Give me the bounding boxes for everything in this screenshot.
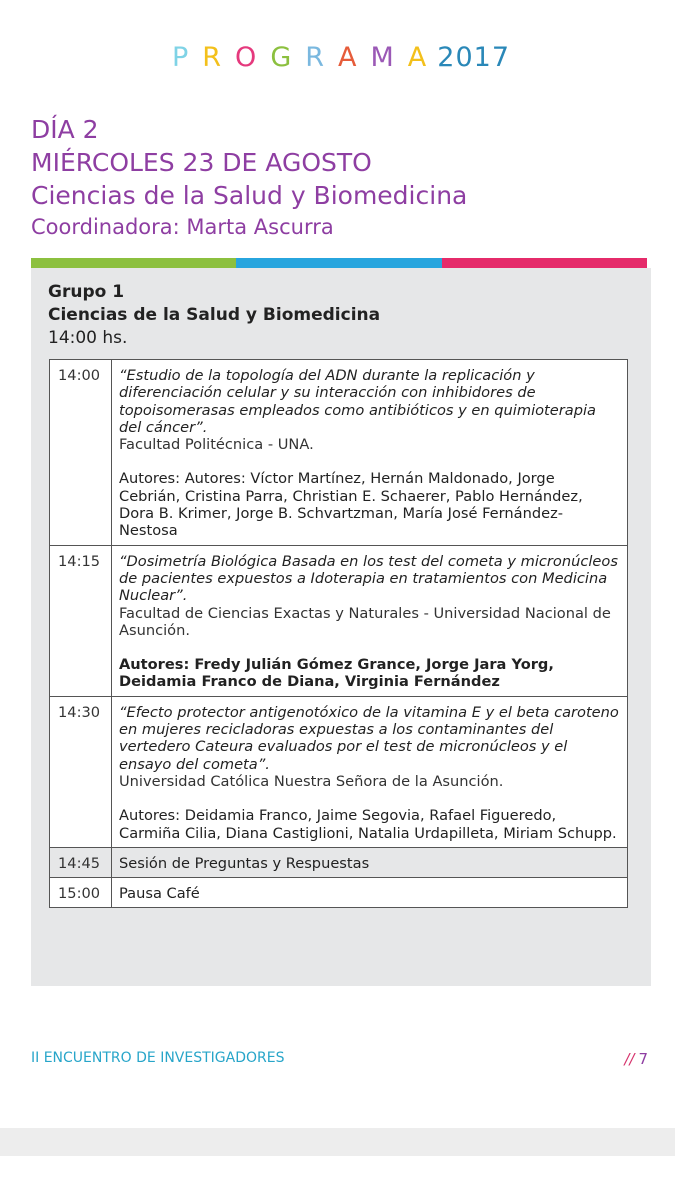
program-letter: P	[171, 42, 189, 73]
row-time: 14:30	[50, 696, 112, 847]
talk-title: “Estudio de la topología del ADN durante la replicación y diferenciación celular y su interacción con inhibidores de topoisomerasas empleados como antibióticos y en quimioterapia del cáncer”.	[119, 367, 596, 436]
talk-authors	[119, 656, 620, 691]
color-bar	[31, 258, 647, 268]
talk-title: “Efecto protector antigenotóxico de la vitamina E y el beta caroteno en mujeres recicladoras expuestas a los contaminantes del vertedero Cateura evaluados por el test de micronúcleos y el ensayo del cometa”.	[119, 703, 619, 773]
row-time: 14:00	[50, 360, 112, 546]
day-topic: Ciencias de la Salud y Biomedicina	[31, 181, 468, 210]
color-bar-green	[31, 258, 236, 268]
day-heading	[31, 113, 467, 242]
row-time: 14:45	[50, 847, 112, 877]
talk-institution: Facultad de Ciencias Exactas y Naturales - Universidad Nacional de Asunción.	[119, 604, 611, 639]
schedule-row	[50, 545, 628, 696]
page-slashes: //	[624, 1050, 635, 1068]
event-name: II ENCUENTRO DE INVESTIGADORES	[31, 1050, 285, 1066]
schedule-row	[50, 878, 628, 908]
group-header	[48, 281, 380, 350]
color-bar-pink	[442, 258, 647, 268]
authors-list: Autores: Víctor Martínez, Hernán Maldonado, Jorge Cebrián, Cristina Parra, Christian E. Schaerer, Pablo Hernández, Dora B. Krimer, Jorge B. Schvartzman, María José Fernández-Nestosa	[119, 470, 583, 540]
row-time: 15:00	[50, 878, 112, 908]
row-content	[112, 360, 628, 546]
schedule-row	[50, 847, 628, 877]
day-date: MIÉRCOLES 23 DE AGOSTO	[31, 148, 372, 177]
row-content	[112, 545, 628, 696]
row-label: Pausa Café	[112, 878, 628, 908]
schedule-row	[50, 696, 628, 847]
authors-label: Autores:	[119, 807, 181, 825]
program-letter: R	[305, 42, 325, 73]
program-letter: A	[338, 42, 357, 73]
program-year: 2017	[437, 42, 510, 73]
program-letter: R	[202, 42, 222, 73]
talk-institution: Facultad Politécnica - UNA.	[119, 436, 314, 454]
program-letter: M	[370, 42, 394, 73]
talk-title: “Dosimetría Biológica Basada en los test del cometa y micronúcleos de pacientes expuestos a Idoterapia en tratamientos con Medicina Nuclear”.	[119, 552, 618, 605]
color-bar-blue	[236, 258, 441, 268]
program-letter: G	[270, 42, 292, 73]
day-number: DÍA 2	[31, 115, 99, 144]
program-letter: O	[235, 42, 257, 73]
schedule-row	[50, 360, 628, 546]
authors-label: Autores:	[119, 656, 190, 674]
group-topic: Ciencias de la Salud y Biomedicina	[48, 305, 381, 325]
program-word	[165, 42, 433, 73]
authors-list: Deidamia Franco, Jaime Segovia, Rafael Figueredo, Carmiña Cilia, Diana Castiglioni, Natalia Urdapilleta, Miriam Schupp.	[119, 807, 617, 842]
group-time: 14:00 hs.	[48, 328, 128, 348]
day-coordinator: Coordinadora: Marta Ascurra	[31, 215, 334, 239]
program-letter: A	[407, 42, 427, 73]
talk-institution: Universidad Católica Nuestra Señora de la Asunción.	[119, 772, 504, 790]
page-number-block	[624, 1050, 648, 1068]
talk-authors	[119, 470, 620, 539]
authors-list: Fredy Julián Gómez Grance, Jorge Jara Yorg, Deidamia Franco de Diana, Virginia Fernández	[119, 656, 554, 691]
page-number: 7	[638, 1050, 648, 1068]
authors-label: Autores:	[119, 470, 181, 488]
bottom-strip	[0, 1128, 675, 1156]
program-header	[0, 42, 675, 73]
talk-authors	[119, 807, 620, 842]
row-content	[112, 696, 628, 847]
row-label: Sesión de Preguntas y Respuestas	[112, 847, 628, 877]
row-time: 14:15	[50, 545, 112, 696]
schedule-table	[49, 359, 628, 908]
group-name: Grupo 1	[48, 282, 125, 302]
